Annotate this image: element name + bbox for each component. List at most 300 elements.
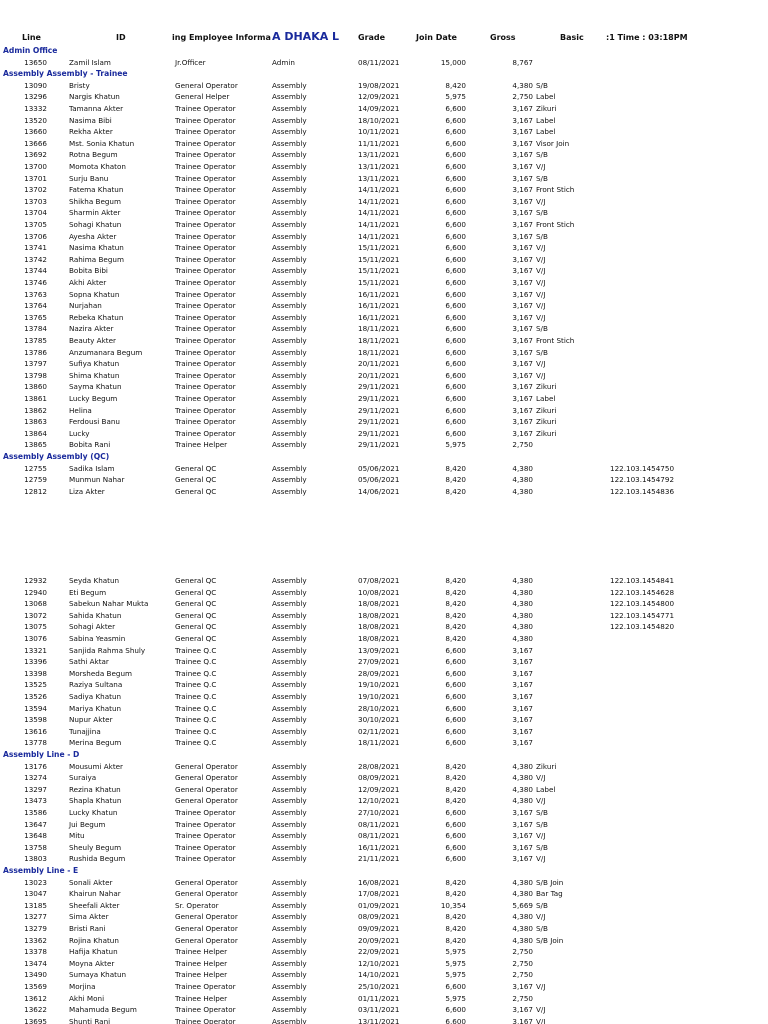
section-note: S/B (536, 819, 548, 829)
department: Assembly (272, 645, 307, 655)
employee-id: 13569 (24, 982, 47, 991)
table-row (0, 714, 768, 726)
join-date: 11/11/2021 (358, 138, 400, 148)
join-date: 02/11/2021 (358, 726, 400, 736)
table-row (0, 486, 768, 498)
employee-name: Momota Khaton (69, 162, 126, 171)
join-date: 14/11/2021 (358, 185, 400, 195)
join-date: 16/11/2021 (358, 289, 400, 299)
employee-id: 13861 (24, 394, 47, 403)
join-date: 29/11/2021 (358, 428, 400, 438)
join-date: 05/06/2021 (358, 463, 400, 473)
table-row (0, 416, 768, 428)
employee-name: Suraiya (69, 773, 97, 783)
basic-salary: 3,167 (512, 104, 533, 113)
designation: General Operator (175, 935, 238, 945)
basic-salary: 4,380 (512, 80, 533, 90)
join-date: 14/11/2021 (358, 196, 400, 206)
employee-name: Lucky Begum (69, 394, 118, 403)
employee-id: 13622 (24, 1005, 47, 1015)
department: Assembly (272, 208, 307, 218)
employee-id: 13704 (24, 208, 47, 218)
section-note: V/J (536, 301, 546, 311)
employee-id: 12755 (24, 463, 47, 473)
ip-address: 122.103.1454820 (610, 622, 675, 632)
department: Assembly (272, 958, 307, 968)
basic-salary: 5,669 (512, 900, 533, 910)
join-date: 13/09/2021 (358, 645, 400, 655)
gross-salary: 8,420 (445, 877, 466, 887)
gross-salary: 8,420 (445, 924, 466, 933)
col-header-join-date: Join Date (416, 33, 457, 42)
employee-id: 13076 (24, 634, 47, 643)
basic-salary: 2,750 (512, 970, 533, 980)
table-row (0, 946, 768, 958)
employee-id: 13785 (24, 336, 47, 345)
employee-id: 13746 (24, 278, 47, 287)
gross-salary: 6,600 (445, 657, 466, 667)
department: Assembly (272, 982, 307, 991)
table-row (0, 277, 768, 289)
department: Assembly (272, 912, 307, 922)
gross-salary: 6,600 (445, 726, 466, 736)
join-date: 22/09/2021 (358, 947, 400, 957)
print-time: :1 Time : 03:18PM (606, 33, 688, 42)
gross-salary: 6,600 (445, 278, 466, 287)
designation: Trainee Q.C (175, 726, 217, 736)
section-note: V/J (536, 982, 546, 991)
join-date: 10/11/2021 (358, 127, 400, 137)
employee-id: 13692 (24, 150, 47, 160)
join-date: 20/11/2021 (358, 359, 400, 369)
table-row (0, 737, 768, 749)
section-note: V/J (536, 243, 546, 253)
gross-salary: 8,420 (445, 463, 466, 473)
employee-id: 13598 (24, 715, 47, 725)
table-row (0, 877, 768, 889)
designation: Trainee Operator (175, 428, 236, 438)
gross-salary: 8,420 (445, 486, 466, 496)
table-row (0, 57, 768, 69)
join-date: 15/11/2021 (358, 254, 400, 264)
section-note: S/B (536, 80, 548, 90)
section-note: S/B (536, 208, 548, 218)
gross-salary: 6,600 (445, 668, 466, 678)
section-note: Label (536, 92, 556, 102)
designation: Trainee Q.C (175, 738, 217, 748)
designation: Trainee Operator (175, 162, 236, 171)
gross-salary: 6,600 (445, 312, 466, 322)
col-header-basic: Basic (560, 33, 584, 42)
department: Assembly (272, 808, 307, 817)
basic-salary: 3,167 (512, 417, 533, 427)
table-row (0, 138, 768, 150)
table-row (0, 853, 768, 865)
department: Assembly (272, 819, 307, 829)
employee-name: Sabekun Nahar Mukta (69, 599, 149, 609)
join-date: 18/11/2021 (358, 347, 400, 357)
employee-name: Ayesha Akter (69, 231, 117, 241)
section-heading: Assembly Line - E (3, 866, 79, 875)
employee-name: Hafija Khatun (69, 947, 118, 957)
table-row (0, 621, 768, 633)
designation: General QC (175, 486, 217, 496)
employee-name: Lucky Khatun (69, 808, 118, 817)
gross-salary: 6,600 (445, 115, 466, 125)
section-note: Front Stich (536, 185, 575, 195)
table-row (0, 358, 768, 370)
employee-id: 13648 (24, 831, 47, 841)
department: Assembly (272, 703, 307, 713)
basic-salary: 4,380 (512, 463, 533, 473)
join-date: 15/11/2021 (358, 278, 400, 287)
table-row (0, 231, 768, 243)
table-row (0, 91, 768, 103)
ip-address: 122.103.1454800 (610, 599, 675, 609)
designation: Trainee Operator (175, 289, 236, 299)
designation: Trainee Operator (175, 173, 236, 183)
designation: Trainee Operator (175, 347, 236, 357)
employee-id: 13474 (24, 958, 47, 968)
employee-name: Nupur Akter (69, 715, 113, 725)
table-row (0, 981, 768, 993)
basic-salary: 4,380 (512, 634, 533, 643)
department: Assembly (272, 657, 307, 667)
employee-id: 13863 (24, 417, 47, 427)
designation: Trainee Operator (175, 185, 236, 195)
designation: Jr.Officer (175, 57, 206, 67)
basic-salary: 3,167 (512, 854, 533, 864)
employee-id: 13616 (24, 726, 47, 736)
employee-name: Nazira Akter (69, 324, 114, 334)
section-note: V/J (536, 370, 546, 380)
basic-salary: 3,167 (512, 173, 533, 183)
gross-salary: 8,420 (445, 622, 466, 632)
gross-salary: 6,600 (445, 359, 466, 369)
employee-id: 13490 (24, 970, 47, 980)
employee-id: 13277 (24, 912, 47, 922)
join-date: 29/11/2021 (358, 382, 400, 392)
designation: Trainee Q.C (175, 692, 217, 701)
gross-salary: 6,600 (445, 162, 466, 171)
gross-salary: 6,600 (445, 336, 466, 345)
department: Assembly (272, 680, 307, 690)
basic-salary: 3,167 (512, 680, 533, 690)
employee-id: 13786 (24, 347, 47, 357)
basic-salary: 4,380 (512, 622, 533, 632)
join-date: 12/10/2021 (358, 958, 400, 968)
basic-salary: 3,167 (512, 208, 533, 218)
gross-salary: 8,420 (445, 773, 466, 783)
gross-salary: 6,600 (445, 405, 466, 415)
designation: Trainee Q.C (175, 680, 217, 690)
department: Assembly (272, 726, 307, 736)
department: Assembly (272, 417, 307, 427)
employee-id: 13023 (24, 877, 47, 887)
join-date: 05/06/2021 (358, 475, 400, 485)
employee-id: 13702 (24, 185, 47, 195)
gross-salary: 5,975 (445, 958, 466, 968)
employee-id: 13185 (24, 900, 47, 910)
basic-salary: 3,167 (512, 359, 533, 369)
join-date: 13/11/2021 (358, 150, 400, 160)
report-title: ing Employee Informa (172, 33, 271, 42)
section-note: S/B (536, 150, 548, 160)
basic-salary: 4,380 (512, 486, 533, 496)
join-date: 30/10/2021 (358, 715, 400, 725)
employee-name: Sohagi Khatun (69, 220, 122, 229)
department: Assembly (272, 993, 307, 1003)
department: Assembly (272, 947, 307, 957)
department: Assembly (272, 301, 307, 311)
employee-name: Merina Begum (69, 738, 122, 748)
section-heading: Assembly Line - D (3, 750, 80, 759)
department: Assembly (272, 115, 307, 125)
table-row (0, 381, 768, 393)
employee-id: 13332 (24, 104, 47, 113)
employee-id: 12759 (24, 475, 47, 485)
table-row (0, 842, 768, 854)
department: Assembly (272, 610, 307, 620)
join-date: 12/10/2021 (358, 796, 400, 806)
basic-salary: 3,167 (512, 842, 533, 852)
department: Assembly (272, 150, 307, 160)
employee-id: 13865 (24, 440, 47, 450)
section-note: V/J (536, 162, 546, 171)
gross-salary: 6,600 (445, 208, 466, 218)
employee-name: Sima Akter (69, 912, 109, 922)
join-date: 29/11/2021 (358, 394, 400, 403)
employee-name: Beauty Akter (69, 336, 116, 345)
designation: General QC (175, 599, 217, 609)
table-row (0, 370, 768, 382)
designation: General Operator (175, 889, 238, 899)
section-note: Label (536, 394, 556, 403)
employee-id: 13784 (24, 324, 47, 334)
department: Assembly (272, 440, 307, 450)
basic-salary: 3,167 (512, 1005, 533, 1015)
gross-salary: 6,600 (445, 394, 466, 403)
employee-name: Nasima Bibi (69, 115, 112, 125)
gross-salary: 5,975 (445, 970, 466, 980)
employee-name: Helina (69, 405, 92, 415)
join-date: 20/11/2021 (358, 370, 400, 380)
basic-salary: 3,167 (512, 220, 533, 229)
designation: Trainee Q.C (175, 668, 217, 678)
designation: Trainee Helper (175, 993, 228, 1003)
employee-id: 13473 (24, 796, 47, 806)
table-row (0, 703, 768, 715)
employee-id: 13778 (24, 738, 47, 748)
section-note: Zikuri (536, 405, 557, 415)
table-row (0, 795, 768, 807)
designation: Trainee Q.C (175, 645, 217, 655)
employee-name: Sopna Khatun (69, 289, 120, 299)
department: Assembly (272, 692, 307, 701)
gross-salary: 6,600 (445, 1005, 466, 1015)
table-row (0, 923, 768, 935)
designation: Trainee Operator (175, 831, 236, 841)
basic-salary: 3,167 (512, 138, 533, 148)
employee-id: 13090 (24, 80, 47, 90)
section-note: S/B (536, 173, 548, 183)
employee-id: 13666 (24, 138, 47, 148)
basic-salary: 2,750 (512, 92, 533, 102)
designation: Trainee Helper (175, 958, 228, 968)
employee-id: 13862 (24, 405, 47, 415)
designation: Trainee Operator (175, 278, 236, 287)
section-note: Visor Join (536, 138, 570, 148)
join-date: 13/11/2021 (358, 173, 400, 183)
employee-name: Raziya Sultana (69, 680, 123, 690)
employee-name: Fatema Khatun (69, 185, 124, 195)
designation: Trainee Helper (175, 440, 228, 450)
join-date: 16/11/2021 (358, 842, 400, 852)
department: Assembly (272, 622, 307, 632)
employee-id: 13520 (24, 115, 47, 125)
designation: Trainee Operator (175, 370, 236, 380)
designation: Trainee Operator (175, 1016, 236, 1024)
department: Assembly (272, 877, 307, 887)
table-row (0, 149, 768, 161)
ip-address: 122.103.1454628 (610, 587, 675, 597)
designation: Trainee Operator (175, 127, 236, 137)
table-row (0, 428, 768, 440)
department: Assembly (272, 1016, 307, 1024)
join-date: 12/09/2021 (358, 784, 400, 794)
basic-salary: 3,167 (512, 266, 533, 276)
designation: Trainee Operator (175, 336, 236, 345)
basic-salary: 2,750 (512, 947, 533, 957)
basic-salary: 3,167 (512, 808, 533, 817)
designation: Trainee Operator (175, 405, 236, 415)
section-note: S/B (536, 924, 548, 933)
basic-salary: 8,767 (512, 57, 533, 67)
department: Assembly (272, 347, 307, 357)
gross-salary: 6,600 (445, 220, 466, 229)
employee-name: Munmun Nahar (69, 475, 125, 485)
designation: Trainee Operator (175, 138, 236, 148)
employee-id: 13396 (24, 657, 47, 667)
employee-name: Rezina Khatun (69, 784, 121, 794)
basic-salary: 3,167 (512, 127, 533, 137)
gross-salary: 6,600 (445, 301, 466, 311)
join-date: 13/11/2021 (358, 1016, 400, 1024)
ip-address: 122.103.1454841 (610, 576, 675, 585)
section-heading: Assembly Assembly - Trainee (3, 69, 128, 79)
section-note: V/J (536, 1005, 546, 1015)
employee-name: Rotna Begum (69, 150, 118, 160)
basic-salary: 3,167 (512, 243, 533, 253)
join-date: 01/11/2021 (358, 993, 400, 1003)
gross-salary: 10,354 (440, 900, 466, 910)
section-note: V/J (536, 796, 546, 806)
designation: General QC (175, 587, 217, 597)
designation: Trainee Operator (175, 254, 236, 264)
basic-salary: 3,167 (512, 382, 533, 392)
join-date: 07/08/2021 (358, 576, 400, 585)
gross-salary: 6,600 (445, 738, 466, 748)
employee-name: Sharmin Akter (69, 208, 121, 218)
basic-salary: 3,167 (512, 278, 533, 287)
employee-name: Nurjahan (69, 301, 102, 311)
gross-salary: 6,600 (445, 645, 466, 655)
designation: Trainee Operator (175, 150, 236, 160)
gross-salary: 8,420 (445, 576, 466, 585)
table-row (0, 935, 768, 947)
section-note: S/B (536, 324, 548, 334)
table-row (0, 900, 768, 912)
employee-id: 13647 (24, 819, 47, 829)
section-note: V/J (536, 854, 546, 864)
employee-id: 13296 (24, 92, 47, 102)
employee-id: 13695 (24, 1016, 47, 1024)
designation: Trainee Operator (175, 1005, 236, 1015)
employee-name: Bobita Rani (69, 440, 111, 450)
section-note: Label (536, 784, 556, 794)
designation: General Operator (175, 773, 238, 783)
employee-id: 13705 (24, 220, 47, 229)
department: Assembly (272, 266, 307, 276)
basic-salary: 3,167 (512, 703, 533, 713)
designation: Trainee Operator (175, 312, 236, 322)
company-name: A DHAKA L (272, 30, 340, 43)
designation: General QC (175, 634, 217, 643)
join-date: 29/11/2021 (358, 405, 400, 415)
basic-salary: 3,167 (512, 115, 533, 125)
department: Assembly (272, 738, 307, 748)
employee-name: Sadika Islam (69, 463, 115, 473)
basic-salary: 3,167 (512, 405, 533, 415)
gross-salary: 5,975 (445, 440, 466, 450)
employee-id: 12812 (24, 486, 47, 496)
employee-id: 13798 (24, 370, 47, 380)
department: Assembly (272, 220, 307, 229)
department: Assembly (272, 254, 307, 264)
join-date: 14/09/2021 (358, 104, 400, 113)
basic-salary: 3,167 (512, 831, 533, 841)
designation: Trainee Operator (175, 104, 236, 113)
section-note: V/J (536, 912, 546, 922)
basic-salary: 3,167 (512, 738, 533, 748)
employee-name: Rekha Akter (69, 127, 113, 137)
department: Assembly (272, 587, 307, 597)
table-row (0, 911, 768, 923)
join-date: 13/11/2021 (358, 162, 400, 171)
gross-salary: 6,600 (445, 266, 466, 276)
section-note: Zikuri (536, 761, 557, 771)
employee-id: 13398 (24, 668, 47, 678)
join-date: 18/10/2021 (358, 115, 400, 125)
gross-salary: 8,420 (445, 475, 466, 485)
table-row (0, 242, 768, 254)
join-date: 18/08/2021 (358, 610, 400, 620)
employee-name: Mousumi Akter (69, 761, 124, 771)
designation: General Operator (175, 784, 238, 794)
designation: Trainee Helper (175, 970, 228, 980)
gross-salary: 6,600 (445, 692, 466, 701)
join-date: 16/08/2021 (358, 877, 400, 887)
basic-salary: 3,167 (512, 692, 533, 701)
employee-name: Mariya Khatun (69, 703, 122, 713)
table-row (0, 668, 768, 680)
section-note: S/B (536, 900, 548, 910)
employee-name: Shunti Rani (69, 1016, 111, 1024)
employee-name: Rebeka Khatun (69, 312, 124, 322)
basic-salary: 3,167 (512, 370, 533, 380)
employee-id: 13594 (24, 703, 47, 713)
gross-salary: 15,000 (440, 57, 466, 67)
